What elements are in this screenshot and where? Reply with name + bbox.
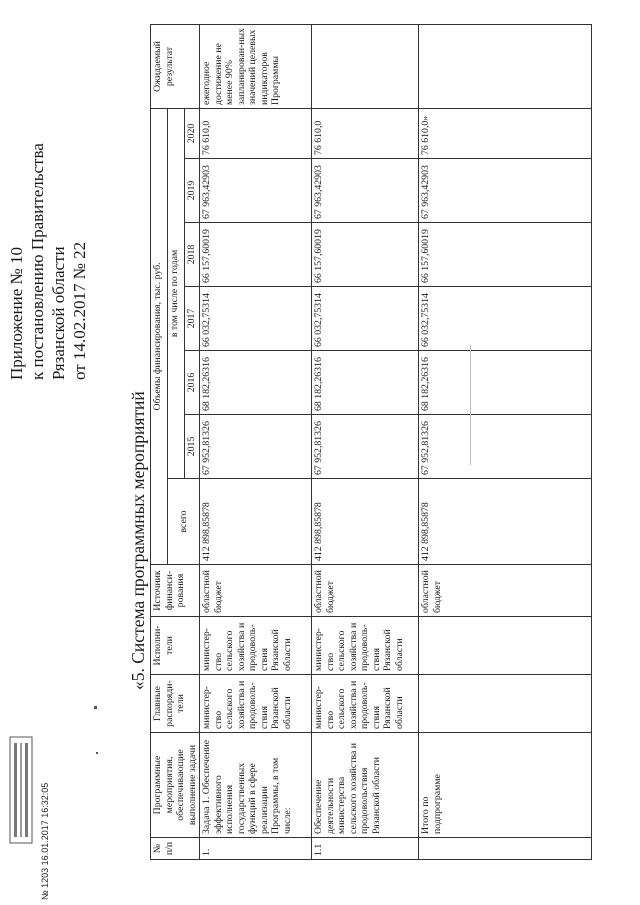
row-year-value: 67 963,42903 [312,159,419,223]
row-executor [419,617,592,675]
appendix-decree: к постановлению Правительства [28,143,47,380]
row-num [419,838,592,860]
row-year-value: 68 182,26316 [200,351,312,415]
row-program: Обеспечение деятельности министерства сельского хозяйства и продовольствия Рязанской области [312,733,419,838]
row-executor: министер-ство сельского хозяйства и продоволь-ствия Рязанской области [312,617,419,675]
row-result: ежегодное достижение не менее 90% запланирован-ных значений целевых индикаторов Программы [200,25,312,109]
col-header-year: 2015 [185,415,200,479]
row-year-value: 68 182,26316 [312,351,419,415]
row-num: 1. [200,838,312,860]
scan-line [470,345,471,465]
row-year-value: 66 032,75314 [200,287,312,351]
row-total: 412 898,85878 [419,479,592,565]
appendix-header [6,20,90,380]
row-manager [419,675,592,733]
row-year-value: 67 963,42903 [200,159,312,223]
col-header-year: 2018 [185,223,200,287]
row-source: областной бюджет [419,565,592,617]
row-manager: министер-ство сельского хозяйства и продоволь-ствия Рязанской области [312,675,419,733]
row-year-value: 66 032,75314 [312,287,419,351]
row-executor: министер-ство сельского хозяйства и продоволь-ствия Рязанской области [200,617,312,675]
col-header-year: 2020 [185,109,200,159]
col-header-program: Программные мероприятия, обеспечивающие выполнение задачи [151,733,200,838]
row-year-value: 67 963,42903 [419,159,592,223]
col-header-managers: Главные распоряди-тели [151,675,200,733]
row-year-value: 67 952,81326 [419,415,592,479]
appendix-region: Рязанской области [49,246,68,380]
row-manager: министер-ство сельского хозяйства и продоволь-ствия Рязанской области [200,675,312,733]
row-total: 412 898,85878 [312,479,419,565]
row-year-value: 76 610,0 [200,109,312,159]
row-year-value: 67 952,81326 [200,415,312,479]
col-header-total: всего [168,479,200,565]
col-header-volumes: Объемы финансирования, тыс. руб. [151,109,168,565]
row-year-value: 76 610,0» [419,109,592,159]
row-year-value: 66 157,60019 [312,223,419,287]
section-title: «5. Система программных мероприятий [128,391,148,690]
row-source: областной бюджет [200,565,312,617]
row-program: Задача 1. Обеспечение эффективного исполнения государственных функций в сфере реализации Программы, в том числе: [200,733,312,838]
row-result [419,25,592,109]
table-row [200,25,312,860]
row-program: Итого по подпрограмме [419,733,592,838]
col-header-sources: Источник финанси-рования [151,565,200,617]
col-header-result: Ожидаемый результат [151,25,200,109]
row-year-value: 68 182,26316 [419,351,592,415]
scan-dot [94,706,97,709]
row-source: областной бюджет [312,565,419,617]
row-num: 1.1 [312,838,419,860]
row-result [312,25,419,109]
barcode-stamp-icon [8,735,34,845]
row-year-value: 76 610,0 [312,109,419,159]
col-header-executors: Исполни-тели [151,617,200,675]
col-header-year: 2016 [185,351,200,415]
col-header-year: 2017 [185,287,200,351]
row-year-value: 66 157,60019 [419,223,592,287]
col-header-num: № п/п [151,838,200,860]
appendix-number: Приложение № 10 [7,247,26,380]
registration-stamp: № 1203 16.01.2017 16:32:05 [40,782,50,900]
row-total: 412 898,85878 [200,479,312,565]
appendix-date: от 14.02.2017 № 22 [70,241,89,380]
table-row [419,25,592,860]
program-measures-table [150,24,592,860]
col-header-year: 2019 [185,159,200,223]
col-header-by-years: в том числе по годам [168,109,185,479]
table-row [312,25,419,860]
row-year-value: 67 952,81326 [312,415,419,479]
scan-dot [96,752,98,754]
row-year-value: 66 032,75314 [419,287,592,351]
row-year-value: 66 157,60019 [200,223,312,287]
